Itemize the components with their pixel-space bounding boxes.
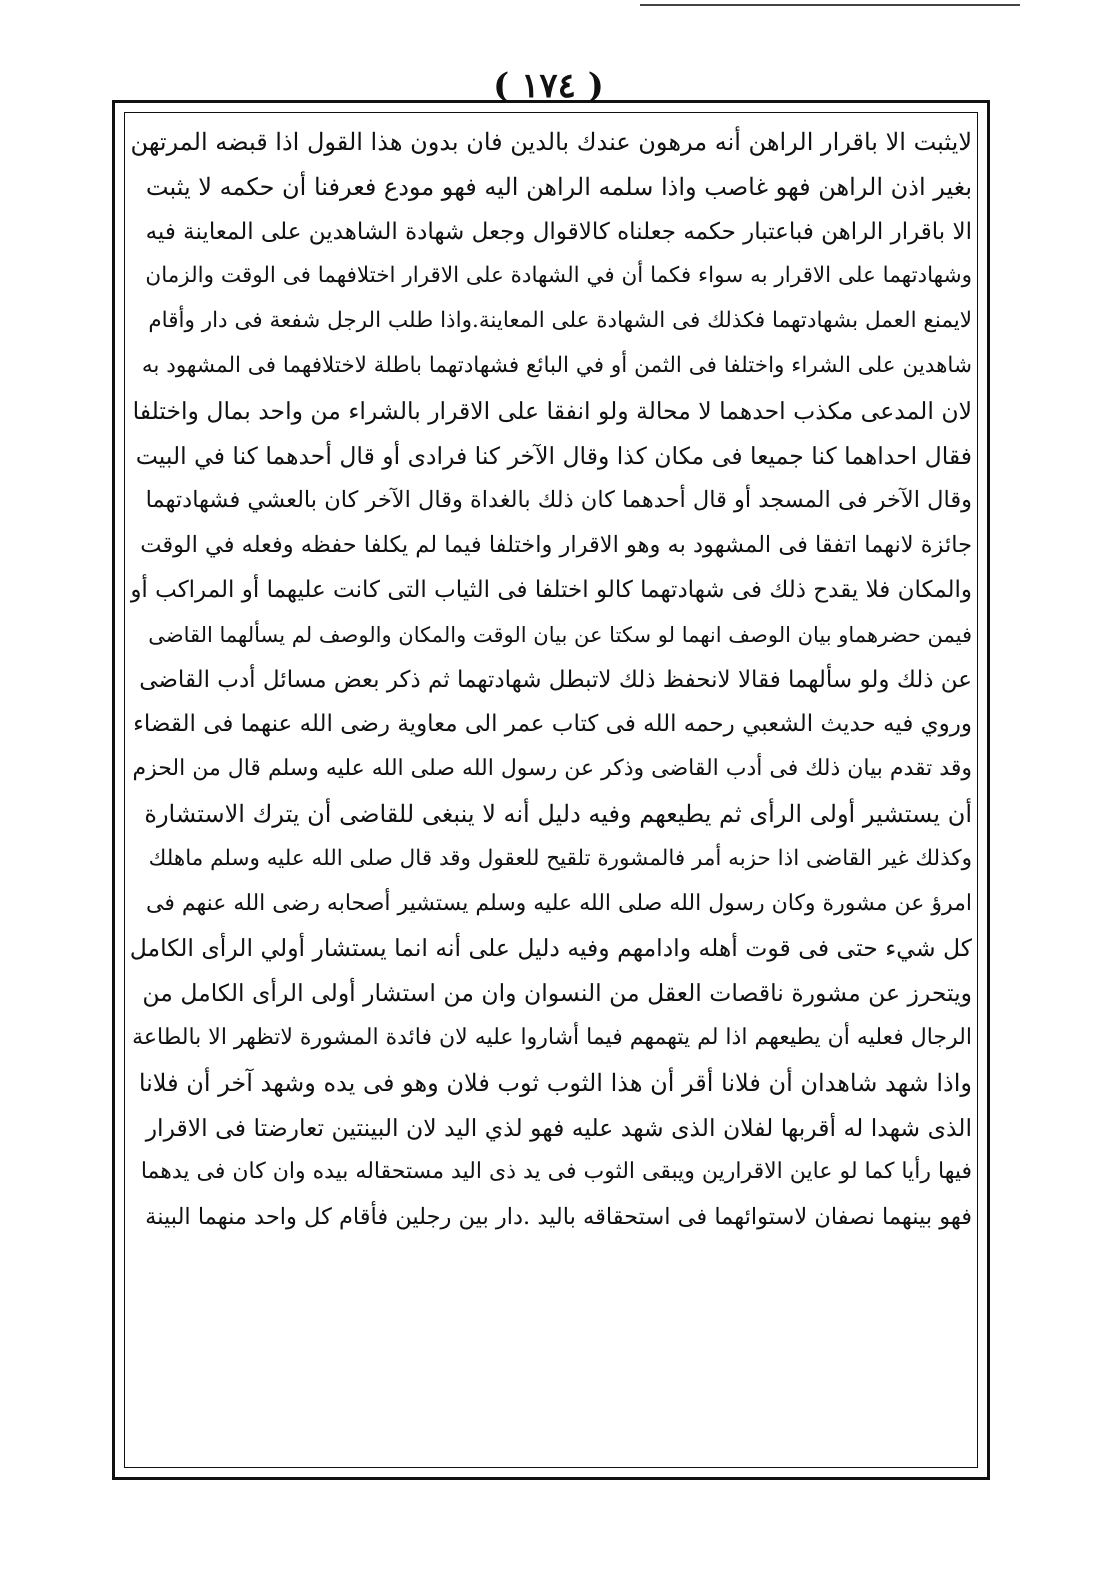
text-line: كل شيء حتى فى قوت أهله وادامهم وفيه دليل على أنه انما يستشار أولي الرأى الكامل	[130, 934, 972, 963]
text-line: امرؤ عن مشورة وكان رسول الله صلى الله عليه وسلم يستشير أصحابه رضى الله عنهم فى	[146, 890, 972, 916]
text-line: واذا شهد شاهدان أن فلانا أقر أن هذا الثوب ثوب فلان وهو فى يده وشهد آخر أن فلانا	[138, 1068, 972, 1097]
text-line: فيمن حضرهماو بيان الوصف انهما لو سكتا عن بيان الوقت والمكان والوصف لم يسألهما القاضى	[148, 622, 972, 647]
text-body	[130, 120, 972, 1240]
text-line: والمكان فلا يقدح ذلك فى شهادتهما كالو اختلفا فى الثياب التى كانت عليهما أو المراكب أو	[130, 576, 972, 603]
text-line: الرجال فعليه أن يطيعهم اذا لم يتهمهم فيما أشاروا عليه لان فائدة المشورة لاتظهر الا بالطاعة	[132, 1024, 972, 1050]
text-line: أن يستشير أولى الرأى ثم يطيعهم وفيه دليل أنه لا ينبغى للقاضى أن يترك الاستشارة	[144, 799, 972, 828]
text-line: فيها رأيا كما لو عاين الاقرارين ويبقى الثوب فى يد ذى اليد مستحقاله بيده وان كان فى يدهما	[140, 1159, 972, 1185]
text-line: فقال احداهما كنا جميعا فى مكان كذا وقال الآخر كنا فرادى أو قال أحدهما كنا في البيت	[135, 441, 972, 470]
text-line: جائزة لانهما اتفقا فى المشهود به وهو الاقرار واختلفا فيما لم يكلفا حفظه وفعله في الوقت	[140, 532, 972, 559]
text-line: وقال الآخر فى المسجد أو قال أحدهما كان ذلك بالغداة وقال الآخر كان بالعشي فشهادتهما	[145, 487, 972, 514]
text-line: لايثبت الا باقرار الراهن أنه مرهون عندك بالدين فان بدون هذا القول اذا قبضه المرتهن	[130, 128, 972, 156]
text-line: الذى شهدا له أقربها لفلان الذى شهد عليه فهو لذي اليد لان البينتين تعارضتا فى الاقرار	[145, 1113, 972, 1142]
text-line: الا باقرار الراهن فباعتبار حكمه جعلناه كالاقوال وجعل شهادة الشاهدين على المعاينة فيه	[145, 218, 972, 245]
text-line: وكذلك غير القاضى اذا حزبه أمر فالمشورة تلقيح للعقول وقد قال صلى الله عليه وسلم ماهلك	[148, 845, 972, 871]
text-line: ويتحرز عن مشورة ناقصات العقل من النسوان وان من استشار أولى الرأى الكامل من	[142, 979, 972, 1008]
text-line: وقد تقدم بيان ذلك فى أدب القاضى وذكر عن رسول الله صلى الله عليه وسلم قال من الحزم	[132, 756, 972, 782]
text-line: لان المدعى مكذب احدهما لا محالة ولو انفقا على الاقرار بالشراء من واحد بمال واختلفا	[132, 396, 972, 425]
text-line: لايمنع العمل بشهادتهما فكذلك فى الشهادة على المعاينة.واذا طلب الرجل شفعة فى دار وأقام	[148, 308, 972, 334]
text-line: شاهدين على الشراء واختلفا فى الثمن أو في البائع فشهادتهما باطلة لاختلافهما فى المشهود به	[141, 352, 972, 378]
text-line: عن ذلك ولو سألهما فقالا لانحفظ ذلك لاتبطل شهادتهما ثم ذكر بعض مسائل أدب القاضى	[139, 666, 972, 693]
top-rule	[640, 4, 1020, 6]
page-number: ( ١٧٤ )	[493, 66, 604, 106]
text-line: فهو بينهما نصفان لاستوائهما فى استحقاقه باليد .دار بين رجلين فأقام كل واحد منهما البينة	[145, 1204, 972, 1231]
text-line: وشهادتهما على الاقرار به سواء فكما أن في الشهادة على الاقرار اختلافهما فى الوقت والزمان	[145, 263, 972, 289]
text-line: بغير اذن الراهن فهو غاصب واذا سلمه الراهن اليه فهو مودع فعرفنا أن حكمه لا يثبت	[145, 172, 972, 201]
text-line: وروي فيه حديث الشعبي رحمه الله فى كتاب عمر الى معاوية رضى الله عنهما فى القضاء	[133, 711, 972, 738]
